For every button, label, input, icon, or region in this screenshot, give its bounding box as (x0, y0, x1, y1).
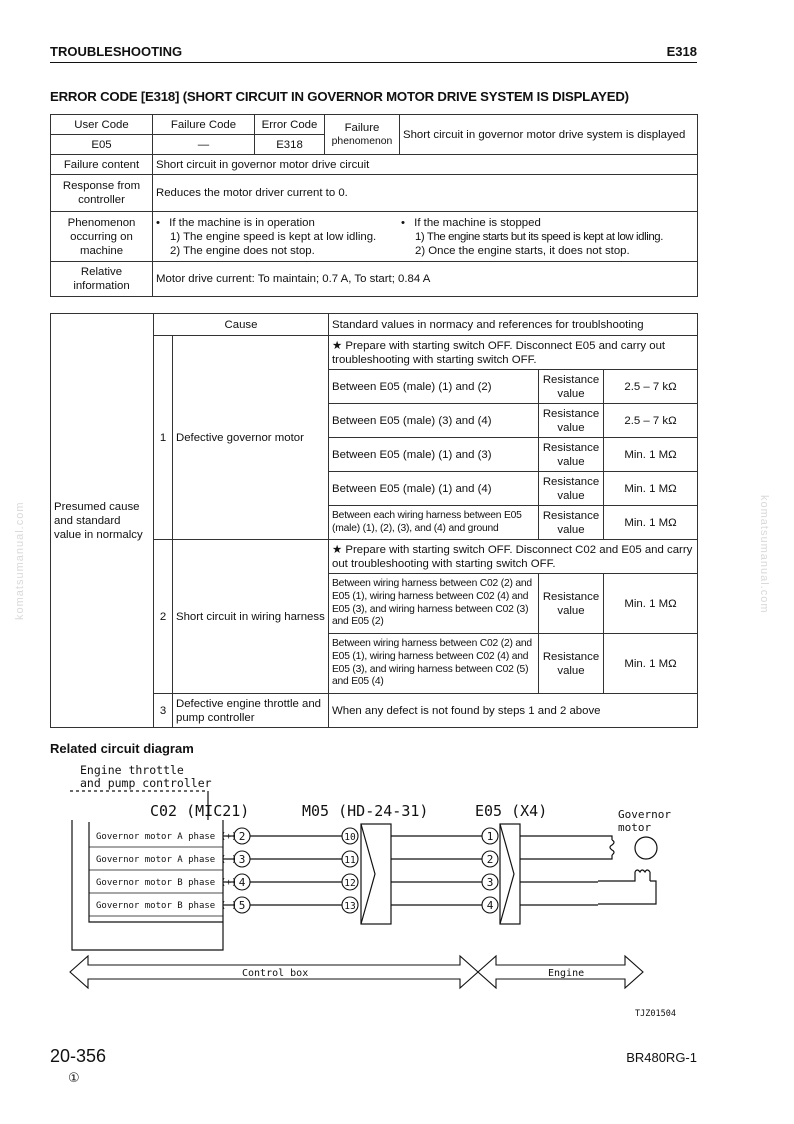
cause-3-note: When any defect is not found by steps 1 and 2 above (329, 694, 698, 728)
circuit-diagram (60, 760, 720, 1030)
page-number: 20-356 (50, 1046, 107, 1066)
motor-label-2: motor (618, 821, 652, 834)
motor-label-1: Governor (618, 808, 671, 821)
figure-id: TJZ01504 (635, 1009, 676, 1019)
revision-mark: ① (68, 1070, 80, 1085)
error-code-label: Error Code (255, 115, 325, 135)
relative-text: Motor drive current: To maintain; 0.7 A, To start; 0.84 A (153, 262, 698, 297)
cause-1-row-3-between: Between E05 (male) (1) and (3) (329, 438, 539, 472)
watermark-right: komatsumanual.com (758, 495, 770, 614)
cause-1-row-4-between: Between E05 (male) (1) and (4) (329, 472, 539, 506)
page-title: ERROR CODE [E318] (SHORT CIRCUIT IN GOVERNOR MOTOR DRIVE SYSTEM IS DISPLAYED) (50, 89, 629, 104)
c02-pin-2: 2 (238, 830, 246, 843)
cause-table (50, 313, 698, 728)
signal-label-2: Governor motor A phase (−) (96, 855, 237, 865)
failure-phenomenon-label-line1: Failure (344, 122, 380, 134)
conn-m05-label: M05 (HD-24-31) (302, 802, 429, 820)
control-box-label: Control box (242, 968, 309, 979)
cause-1-row-1-type: Resistance value (539, 370, 604, 404)
cause-2-row-1-value: Min. 1 MΩ (604, 574, 698, 634)
e05-pin-1: 1 (486, 830, 494, 843)
m05-pin-10: 10 (344, 832, 356, 843)
model-code: BR480RG-1 (626, 1050, 697, 1065)
cause-2-row-1-between: Between wiring harness between C02 (2) and E05 (1), wiring harness between C02 (4) and E05 (3), and wiring harness between C02 (3) and E05 (2) (329, 574, 539, 634)
user-code-label: User Code (51, 115, 153, 135)
phen-a-1: 1) The engine speed is kept at low idling. (170, 230, 377, 243)
signal-label-3: Governor motor B phase (+) (96, 878, 237, 888)
failure-content-label: Failure content (51, 155, 153, 175)
cause-2-name: Short circuit in wiring harness (173, 540, 329, 694)
e05-pin-4: 4 (486, 899, 494, 912)
failure-code-label: Failure Code (153, 115, 255, 135)
cause-1-row-1-between: Between E05 (male) (1) and (2) (329, 370, 539, 404)
m05-pin-11: 11 (344, 855, 356, 866)
cause-header: Cause (154, 314, 329, 336)
c02-pin-3: 3 (238, 853, 246, 866)
cause-3-name: Defective engine throttle and pump controller (173, 694, 329, 728)
controller-label-2: and pump controller (80, 776, 212, 790)
c02-pin-4: 4 (238, 876, 246, 889)
cause-1-note: ★ Prepare with starting switch OFF. Disconnect E05 and carry out troubleshooting with starting switch OFF. (329, 336, 698, 370)
m05-pin-12: 12 (344, 878, 356, 889)
phenomenon-stopped: • If the machine is stopped 1) The engine starts but its speed is kept at low idling. 2) Once the engine starts, it does not stop. (401, 216, 694, 258)
failure-phenomenon: Short circuit in governor motor drive system is displayed (400, 115, 698, 155)
cause-1-row-3-value: Min. 1 MΩ (604, 438, 698, 472)
cause-1-num: 1 (154, 336, 173, 540)
cause-1-row-5-type: Resistance value (539, 506, 604, 540)
c02-pin-5: 5 (238, 899, 246, 912)
cause-1-row-3-type: Resistance value (539, 438, 604, 472)
cause-2-note: ★ Prepare with starting switch OFF. Disconnect C02 and E05 and carry out troubleshooting with starting switch OFF. (329, 540, 698, 574)
phenomenon-cell (153, 212, 698, 262)
conn-c02-label: C02 (MIC21) (150, 802, 250, 820)
phen-b-2: 2) Once the engine starts, it does not stop. (415, 244, 630, 257)
phen-b-1: 1) The engine starts but its speed is kept at low idling. (415, 230, 663, 243)
error-code: E318 (255, 135, 325, 155)
response-label: Response from controller (51, 175, 153, 212)
governor-motor-icon (598, 836, 657, 904)
m05-pin-13: 13 (344, 901, 356, 912)
e05-connector (500, 824, 520, 924)
e05-pin-2: 2 (486, 853, 494, 866)
cause-2-row-1-type: Resistance value (539, 574, 604, 634)
phen-a-head: If the machine is in operation (169, 216, 315, 229)
cause-2-row-2-between: Between wiring harness between C02 (2) and E05 (1), wiring harness between C02 (4) and E05 (3), and wiring harness between C02 (5) and E05 (4) (329, 634, 539, 694)
signal-label-4: Governor motor B phase (−) (96, 901, 237, 911)
failure-phenomenon-label-line2: phenomenon (331, 136, 393, 147)
e05-pin-3: 3 (486, 876, 494, 889)
cause-1-row-5-between: Between each wiring harness between E05 (male) (1), (2), (3), and (4) and ground (329, 506, 539, 540)
controller-label-1: Engine throttle (80, 763, 184, 777)
relative-label: Relative information (51, 262, 153, 297)
m05-connector (361, 824, 391, 924)
conn-e05-label: E05 (X4) (475, 802, 548, 820)
engine-label: Engine (548, 968, 585, 979)
watermark-left: komatsumanual.com (14, 501, 26, 620)
cause-2-row-2-value: Min. 1 MΩ (604, 634, 698, 694)
user-code: E05 (51, 135, 153, 155)
diagram-title: Related circuit diagram (50, 741, 194, 756)
cause-2-row-2-type: Resistance value (539, 634, 604, 694)
signal-label-1: Governor motor A phase (+) (96, 832, 237, 842)
response-text: Reduces the motor driver current to 0. (153, 175, 698, 212)
phenomenon-operation: • If the machine is in operation 1) The engine speed is kept at low idling. 2) The engine does not stop. (156, 216, 401, 258)
cause-1-row-2-type: Resistance value (539, 404, 604, 438)
cause-1-row-2-value: 2.5 – 7 kΩ (604, 404, 698, 438)
phenomenon-label: Phenomenon occurring on machine (51, 212, 153, 262)
cause-1-row-4-value: Min. 1 MΩ (604, 472, 698, 506)
cause-1-row-4-type: Resistance value (539, 472, 604, 506)
cause-1-row-5-value: Min. 1 MΩ (604, 506, 698, 540)
side-label: Presumed cause and standard value in normalcy (51, 314, 154, 728)
page-header (50, 44, 697, 63)
cause-3-num: 3 (154, 694, 173, 728)
failure-phenomenon-label (325, 115, 400, 155)
cause-1-row-2-between: Between E05 (male) (3) and (4) (329, 404, 539, 438)
failure-code: — (153, 135, 255, 155)
cause-1-row-1-value: 2.5 – 7 kΩ (604, 370, 698, 404)
standard-header: Standard values in normacy and references for troublshooting (329, 314, 698, 336)
failure-content: Short circuit in governor motor drive circuit (153, 155, 698, 175)
header-section: TROUBLESHOOTING (50, 44, 183, 59)
header-code: E318 (666, 44, 697, 59)
info-table (50, 114, 698, 297)
cause-1-name: Defective governor motor (173, 336, 329, 540)
phen-a-2: 2) The engine does not stop. (170, 244, 315, 257)
cause-2-num: 2 (154, 540, 173, 694)
phen-b-head: If the machine is stopped (414, 216, 541, 229)
